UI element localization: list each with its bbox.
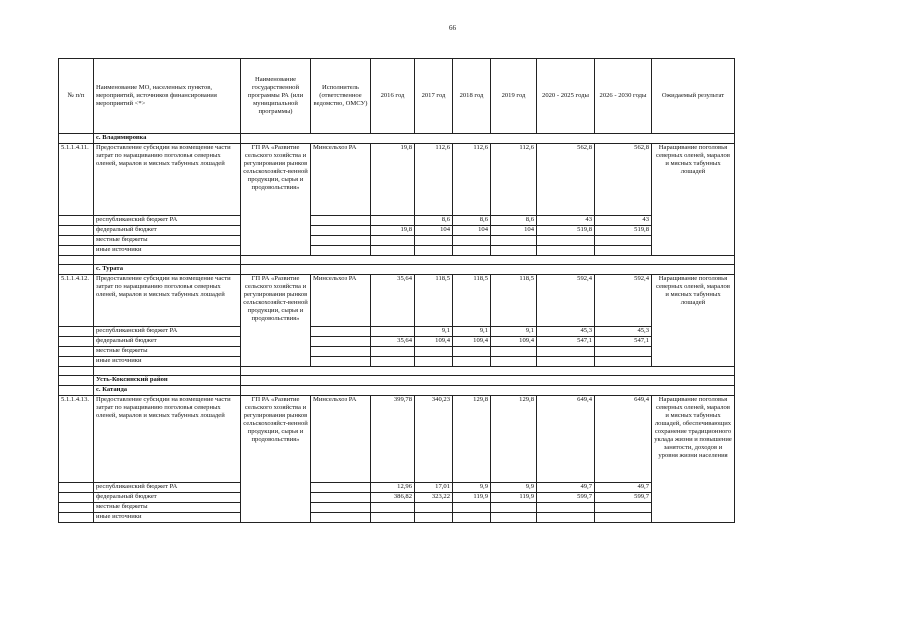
table-row bbox=[59, 513, 735, 523]
table-row bbox=[59, 396, 735, 483]
cell-2017: 112,6 bbox=[415, 144, 453, 216]
program-table bbox=[58, 58, 735, 523]
table-row: федеральный бюджет 386,82 323,22 119,9 119,9 599,7 599,7 bbox=[59, 493, 735, 503]
table-row bbox=[59, 357, 735, 367]
source-label: иные источники bbox=[94, 246, 241, 256]
table-row bbox=[59, 246, 735, 256]
section-title: с. Владимировка bbox=[94, 134, 241, 144]
section-title: с. Турата bbox=[94, 265, 241, 275]
section-row bbox=[59, 265, 735, 275]
row-result: Наращивание поголовья северных оленей, маралов и мясных табунных лошадей bbox=[652, 275, 735, 367]
source-label: местные бюджеты bbox=[94, 236, 241, 246]
cell-2019: 129,8 bbox=[491, 396, 537, 483]
header-row bbox=[59, 59, 735, 134]
section-row bbox=[59, 376, 735, 386]
col-number: № п/п bbox=[59, 59, 94, 134]
col-program: Наименование государственной программы РА (или муниципальной программы) bbox=[241, 59, 311, 134]
cell-2019: 112,6 bbox=[491, 144, 537, 216]
row-name: Предоставление субсидии на возмещение части затрат по наращиванию поголовья северных оленей, маралов и мясных табунных лошадей bbox=[94, 396, 241, 483]
col-name: Наименование МО, населенных пунктов, мероприятий, источников финансирования мероприятий <*> bbox=[94, 59, 241, 134]
cell-2016: 19,8 bbox=[371, 144, 415, 216]
source-label: федеральный бюджет bbox=[94, 493, 241, 503]
source-label: республиканский бюджет РА bbox=[94, 216, 241, 226]
source-label: федеральный бюджет bbox=[94, 337, 241, 347]
cell-2016: 399,78 bbox=[371, 396, 415, 483]
col-2020-2025: 2020 - 2025 годы bbox=[537, 59, 595, 134]
row-program: ГП РА «Развитие сельского хозяйства и регулирования рынков сельскохозяйст-венной продукции, сырья и продовольствия» bbox=[241, 396, 311, 523]
row-program: ГП РА «Развитие сельского хозяйства и регулирования рынков сельскохозяйст-венной продукции, сырья и продовольствия» bbox=[241, 275, 311, 367]
col-2019: 2019 год bbox=[491, 59, 537, 134]
section-title: с. Катанда bbox=[94, 386, 241, 396]
cell-2018: 129,8 bbox=[453, 396, 491, 483]
page-number: 66 bbox=[449, 24, 456, 32]
row-result: Наращивание поголовья северных оленей, маралов и мясных табунных лошадей, обеспечивающих сохранение традиционного уклада жизни и повышение занятости, доходов и уровня жизни населения bbox=[652, 396, 735, 523]
cell-2020-2025: 649,4 bbox=[537, 396, 595, 483]
cell-2016: 35,64 bbox=[371, 275, 415, 327]
row-program: ГП РА «Развитие сельского хозяйства и регулирования рынков сельскохозяйст-венной продукции, сырья и продовольствия» bbox=[241, 144, 311, 256]
table-row: республиканский бюджет РА 9,1 9,1 9,1 45,3 45,3 bbox=[59, 327, 735, 337]
cell-2020-2025: 562,8 bbox=[537, 144, 595, 216]
row-number: 5.1.1.4.12. bbox=[59, 275, 94, 327]
table-row bbox=[59, 503, 735, 513]
cell-2019: 118,5 bbox=[491, 275, 537, 327]
row-executor: Минсельхоз РА bbox=[311, 144, 371, 216]
col-executor: Исполнитель (ответственное ведомство, ОМСУ) bbox=[311, 59, 371, 134]
source-label: местные бюджеты bbox=[94, 503, 241, 513]
spacer-row bbox=[59, 256, 735, 265]
table-row: республиканский бюджет РА 12,96 17,01 9,9 9,9 49,7 49,7 bbox=[59, 483, 735, 493]
source-label: местные бюджеты bbox=[94, 347, 241, 357]
section-row bbox=[59, 386, 735, 396]
cell-2020-2025: 592,4 bbox=[537, 275, 595, 327]
table-row: республиканский бюджет РА 8,6 8,6 8,6 43 43 bbox=[59, 216, 735, 226]
row-number: 5.1.1.4.11. bbox=[59, 144, 94, 216]
row-result: Наращивание поголовья северных оленей, маралов и мясных табунных лошадей bbox=[652, 144, 735, 256]
source-label: федеральный бюджет bbox=[94, 226, 241, 236]
table-row bbox=[59, 347, 735, 357]
row-executor: Минсельхоз РА bbox=[311, 396, 371, 483]
row-executor: Минсельхоз РА bbox=[311, 275, 371, 327]
table-row bbox=[59, 275, 735, 327]
district-title: Усть-Коксинский район bbox=[94, 376, 241, 386]
col-2016: 2016 год bbox=[371, 59, 415, 134]
source-label: иные источники bbox=[94, 513, 241, 523]
col-2017: 2017 год bbox=[415, 59, 453, 134]
cell-2026-2030: 592,4 bbox=[595, 275, 652, 327]
source-label: республиканский бюджет РА bbox=[94, 327, 241, 337]
cell-2026-2030: 562,8 bbox=[595, 144, 652, 216]
section-row bbox=[59, 134, 735, 144]
source-label: иные источники bbox=[94, 357, 241, 367]
row-name: Предоставление субсидии на возмещение части затрат по наращиванию поголовья северных оленей, маралов и мясных табунных лошадей bbox=[94, 144, 241, 216]
cell-2018: 118,5 bbox=[453, 275, 491, 327]
col-2018: 2018 год bbox=[453, 59, 491, 134]
source-label: республиканский бюджет РА bbox=[94, 483, 241, 493]
table-row: федеральный бюджет 35,64 109,4 109,4 109,4 547,1 547,1 bbox=[59, 337, 735, 347]
cell-2017: 340,23 bbox=[415, 396, 453, 483]
col-result: Ожидаемый результат bbox=[652, 59, 735, 134]
row-name: Предоставление субсидии на возмещение части затрат по наращиванию поголовья северных оленей, маралов и мясных табунных лошадей bbox=[94, 275, 241, 327]
table-row bbox=[59, 236, 735, 246]
table-row: федеральный бюджет 19,8 104 104 104 519,8 519,8 bbox=[59, 226, 735, 236]
table-row bbox=[59, 144, 735, 216]
col-2026-2030: 2026 - 2030 годы bbox=[595, 59, 652, 134]
cell-2026-2030: 649,4 bbox=[595, 396, 652, 483]
spacer-row bbox=[59, 367, 735, 376]
cell-2018: 112,6 bbox=[453, 144, 491, 216]
cell-2017: 118,5 bbox=[415, 275, 453, 327]
row-number: 5.1.1.4.13. bbox=[59, 396, 94, 483]
